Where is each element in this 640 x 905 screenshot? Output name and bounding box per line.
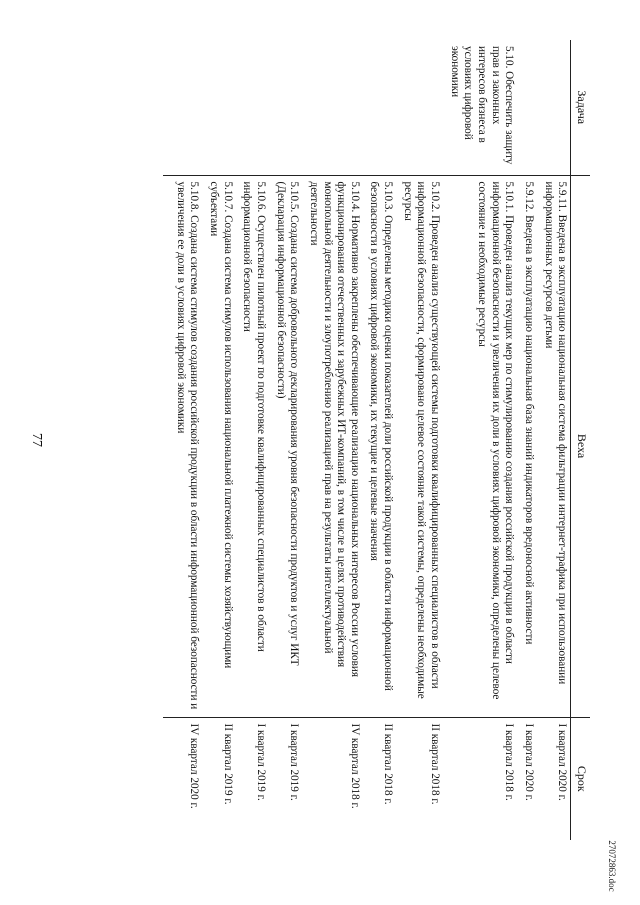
deadline-cell: I квартал 2019 г. xyxy=(288,723,301,801)
table-row xyxy=(363,40,396,840)
milestones-table xyxy=(163,40,590,840)
table-row xyxy=(517,40,537,840)
table-row xyxy=(163,40,202,840)
milestone-cell: 5.10.5. Создана система добровольного декларирования уровня безопасности продуктов и услуг ИКТ (Декларация информационной безопасности) xyxy=(269,175,302,717)
header-milestone: Веха xyxy=(571,175,590,717)
milestone-cell: 5.10.6. Осуществлен пилотный проект по подготовке квалифицированных специалистов в области информационной безопасности xyxy=(236,175,269,717)
deadline-cell: II квартал 2018 г. xyxy=(429,723,442,805)
header-deadline: Срок xyxy=(571,717,590,840)
deadline-cell: I квартал 2020 г. xyxy=(523,723,536,801)
task-cell xyxy=(202,40,235,175)
milestone-cell: 5.10.1. Проведен анализ текущих мер по стимулированию создания российской продукции в области информационной безопасности и увеличения их доли в условиях цифровой экономики, определены целевое состояние и необходимые ресурсы xyxy=(443,175,517,717)
deadline-cell: I квартал 2018 г. xyxy=(503,723,516,801)
deadline-cell: I квартал 2019 г. xyxy=(254,723,267,801)
table-header-row xyxy=(571,40,590,840)
task-cell xyxy=(396,40,443,175)
milestone-cell: 5.10.2. Проведен анализ существующей системы подготовки квалифицированных специалистов в области информационной безопасности, сформировано целевое состояние такой системы, определены необходимые ресурсы xyxy=(396,175,443,717)
task-cell: 5.10. Обеспечить защиту прав и законных интересов бизнеса в условиях цифровой экономики xyxy=(443,40,517,175)
table-row xyxy=(269,40,302,840)
page-number: 77 xyxy=(29,433,44,447)
table-row xyxy=(202,40,235,840)
milestone-cell: 5.10.4. Нормативно закреплены обеспечивающие реализацию национальных интересов России условия функционирования отечественных и зарубежных ИТ-компаний, в том числе в целях противодействия монопольной деятельности и злоупотреблению реализацией прав на результаты интеллектуальной деятельности xyxy=(302,175,363,717)
milestone-cell: 5.9.12. Введена в эксплуатацию национальная база знаний индикаторов вредоносной активности xyxy=(517,175,537,717)
task-cell xyxy=(302,40,363,175)
task-cell xyxy=(517,40,537,175)
header-task: Задача xyxy=(571,40,590,175)
milestone-cell: 5.9.11. Введена в эксплуатацию национальная система фильтрации интернет-трафика при использовании информационных ресурсов детьми xyxy=(537,175,571,717)
deadline-cell: IV квартал 2018 г. xyxy=(348,723,361,809)
table-row xyxy=(396,40,443,840)
table-row xyxy=(236,40,269,840)
deadline-cell: II квартал 2018 г. xyxy=(382,723,395,805)
task-cell xyxy=(163,40,202,175)
deadline-cell: II квартал 2019 г. xyxy=(221,723,234,805)
rotated-page xyxy=(58,40,590,840)
document-footer: 27072863.doc xyxy=(607,840,617,892)
milestone-cell: 5.10.3. Определены методики оценки показателей доли российской продукции в области информационной безопасности в условиях цифровой экономики, их текущие и целевые значения xyxy=(363,175,396,717)
task-cell xyxy=(236,40,269,175)
milestone-cell: 5.10.7. Создана система стимулов использования национальной платежной системы хозяйствующими субъектами xyxy=(202,175,235,717)
task-cell xyxy=(363,40,396,175)
milestone-cell: 5.10.8. Создана система стимулов создания российской продукции в области информационной безопасности и увеличения ее доли в условиях цифровой экономики xyxy=(163,175,202,717)
table-row xyxy=(537,40,571,840)
deadline-cell: I квартал 2020 г. xyxy=(556,723,569,801)
deadline-cell: IV квартал 2020 г. xyxy=(188,723,201,809)
task-cell xyxy=(269,40,302,175)
task-cell xyxy=(537,40,571,175)
table-row xyxy=(302,40,363,840)
table-row xyxy=(443,40,517,840)
